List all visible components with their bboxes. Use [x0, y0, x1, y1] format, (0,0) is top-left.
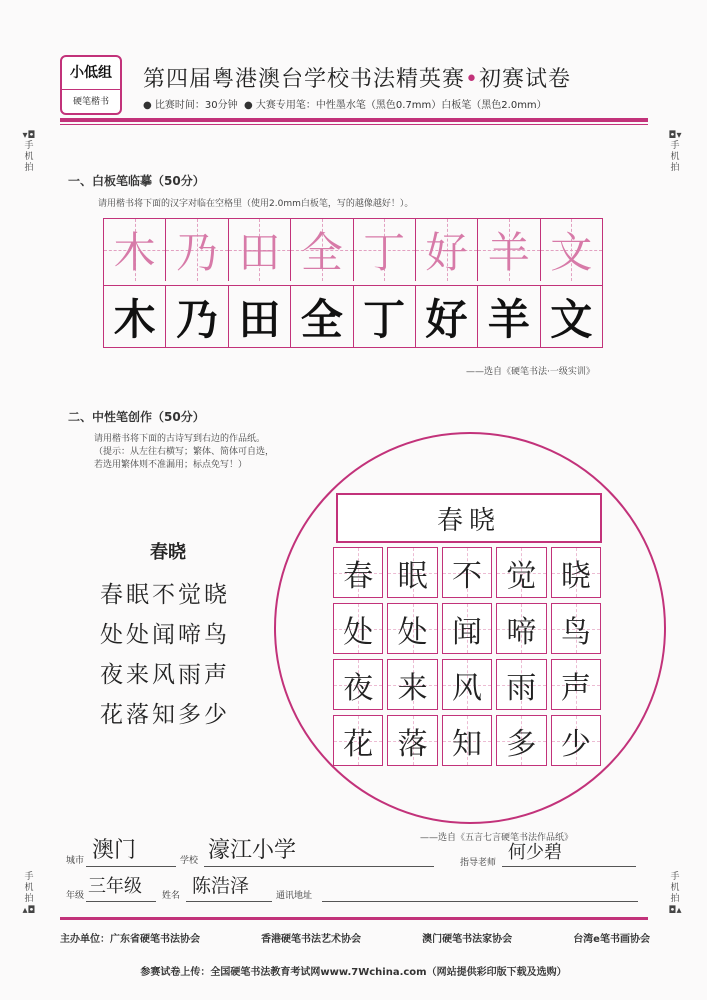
camera-icon: ▴◘ — [22, 905, 36, 916]
section2-source: ——选自《五言七言硬笔书法作品纸》 — [420, 833, 574, 843]
name-label: 姓名 — [162, 891, 181, 901]
exam-title: 第四届粤港澳台学校书法精英赛•初赛试卷 — [143, 67, 572, 92]
group-sub-label: 硬笔楷书 — [62, 89, 120, 107]
section1-title: 一、白板笔临摹（50分） — [68, 174, 205, 188]
work-cell: 多 — [496, 715, 546, 766]
work-row — [333, 547, 605, 598]
group-label: 小低组 — [70, 65, 112, 81]
poem-line: 夜来风雨声 — [100, 662, 230, 688]
camera-icon: ◘▾ — [668, 130, 682, 141]
address-label: 通讯地址 — [276, 891, 313, 901]
school-underline — [204, 866, 434, 867]
teacher-label: 指导老师 — [460, 858, 497, 868]
organizer: 香港硬笔书法艺术协会 — [261, 934, 362, 945]
work-cell: 风 — [442, 659, 492, 710]
work-cell: 啼 — [496, 603, 546, 654]
work-title-box: 春晓 — [336, 493, 602, 543]
written-cell: 好 — [416, 286, 478, 348]
name-underline — [186, 901, 272, 902]
copy-grid — [103, 218, 603, 348]
written-cell: 乃 — [166, 286, 228, 348]
camera-icon: ▾◘ — [22, 130, 36, 141]
poem-title: 春晓 — [150, 542, 186, 563]
work-cell: 处 — [387, 603, 437, 654]
teacher-value: 何少碧 — [508, 842, 562, 863]
written-cell: 全 — [291, 286, 353, 348]
work-cell: 雨 — [496, 659, 546, 710]
name-value: 陈浩泽 — [192, 875, 250, 897]
work-cell: 晓 — [551, 547, 601, 598]
work-cell: 落 — [387, 715, 437, 766]
address-underline — [322, 901, 638, 902]
model-row — [104, 219, 602, 281]
camera-icon: ◘▴ — [668, 905, 682, 916]
work-cell: 觉 — [496, 547, 546, 598]
written-cell: 丁 — [354, 286, 416, 348]
written-cell: 田 — [229, 286, 291, 348]
poem-line: 花落知多少 — [100, 702, 230, 728]
poem-line: 处处闻啼鸟 — [100, 622, 230, 648]
work-cell: 眠 — [387, 547, 437, 598]
work-cell: 春 — [333, 547, 383, 598]
section1-source: ——选自《硬笔书法·一级实训》 — [466, 367, 595, 377]
city-value: 澳门 — [92, 838, 137, 863]
work-cell: 处 — [333, 603, 383, 654]
work-cell: 少 — [551, 715, 601, 766]
section2-instruction-3: 若选用繁体则不准漏用；标点免写！） — [94, 460, 248, 470]
model-cell: 全 — [291, 219, 353, 281]
school-label: 学校 — [180, 856, 199, 866]
written-cell: 文 — [550, 295, 593, 344]
side-label-bottom-right: 手机拍 ◘▴ — [668, 872, 682, 916]
model-cell: 羊 — [478, 219, 540, 281]
section1-instruction: 请用楷书将下面的汉字对临在空格里（使用2.0mm白板笔，写的越像越好！）。 — [98, 199, 414, 209]
upload-info: 参赛试卷上传：全国硬笔书法教育考试网www.7Wchina.com（网站提供彩印版下载及选购） — [140, 967, 567, 978]
work-cell: 知 — [442, 715, 492, 766]
organizer: 台湾e笔书画协会 — [573, 934, 650, 945]
written-cell: 羊 — [478, 286, 540, 348]
exam-subtitle: ● 比赛时间：30分钟 ● 大赛专用笔：中性墨水笔（黑色0.7mm）白板笔（黑色2.0mm） — [143, 100, 547, 111]
header-rule-thin — [60, 124, 648, 125]
group-badge — [60, 55, 122, 115]
model-cell: 乃 — [166, 219, 228, 281]
city-label: 城市 — [66, 856, 85, 866]
section2-instruction-1: 请用楷书将下面的古诗写到右边的作品纸。 — [94, 434, 266, 444]
work-cell: 声 — [551, 659, 601, 710]
work-cell: 鸟 — [551, 603, 601, 654]
model-cell: 木 — [104, 219, 166, 281]
written-cell: 木 — [104, 286, 166, 348]
work-cell: 夜 — [333, 659, 383, 710]
work-cell: 不 — [442, 547, 492, 598]
model-cell: 文 — [541, 219, 602, 281]
grade-label: 年级 — [66, 891, 85, 901]
side-label-top-right: ◘▾ 手机拍 — [668, 130, 682, 173]
section2-instruction-2: （提示：从左往右横写；繁体、简体可自选， — [94, 447, 275, 457]
model-cell: 好 — [416, 219, 478, 281]
work-row — [333, 715, 605, 766]
footer-rule — [60, 917, 648, 920]
poem-line: 春眠不觉晓 — [100, 582, 230, 608]
school-value: 濠江小学 — [208, 838, 297, 863]
side-label-top-left: ▾◘ 手机拍 — [22, 130, 36, 173]
grade-value: 三年级 — [88, 876, 142, 897]
header-rule — [60, 118, 648, 122]
city-underline — [86, 866, 176, 867]
work-row — [333, 603, 605, 654]
work-cell: 花 — [333, 715, 383, 766]
organizer: 澳门硬笔书法家协会 — [422, 934, 513, 945]
organizers — [60, 930, 650, 945]
side-label-bottom-left: 手机拍 ▴◘ — [22, 872, 36, 916]
work-cell: 闻 — [442, 603, 492, 654]
model-cell: 丁 — [354, 219, 416, 281]
work-row — [333, 659, 605, 710]
organizer: 主办单位：广东省硬笔书法协会 — [60, 934, 200, 945]
section2-title: 二、中性笔创作（50分） — [68, 410, 205, 424]
model-cell: 田 — [229, 219, 291, 281]
work-cell: 来 — [387, 659, 437, 710]
teacher-underline — [502, 866, 636, 867]
written-row — [104, 285, 602, 348]
grade-underline — [86, 901, 156, 902]
work-grid — [333, 547, 605, 771]
